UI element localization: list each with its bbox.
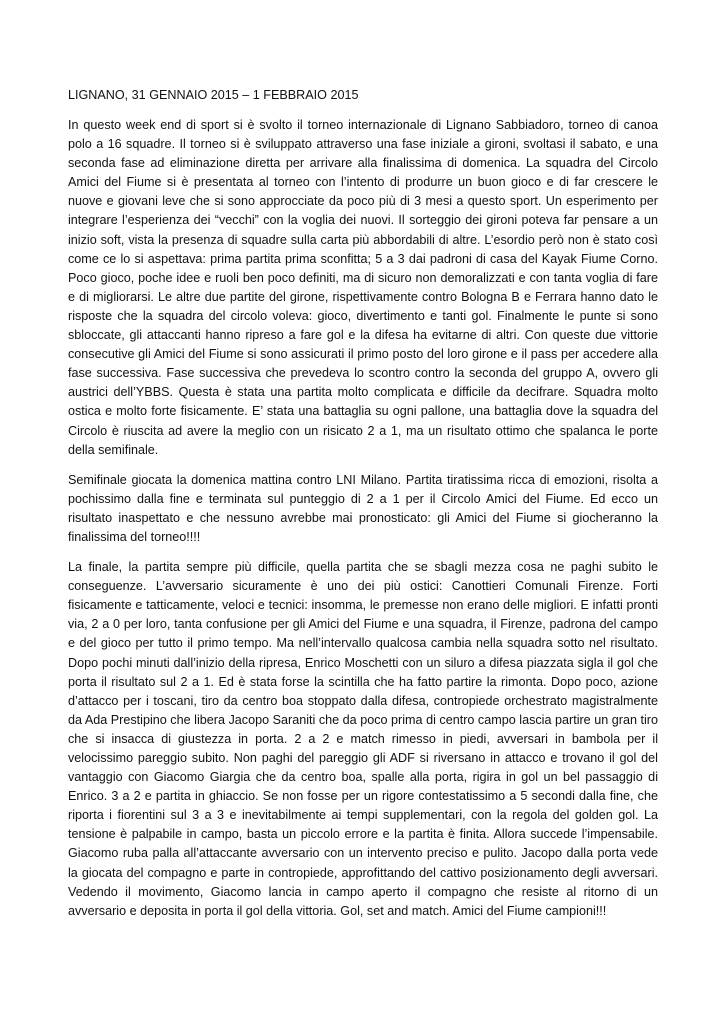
paragraph-semifinal: Semifinale giocata la domenica mattina contro LNI Milano. Partita tiratissima ricca di emozioni, risolta a pochissimo dalla fine e terminata sul punteggio di 2 a 1 per il Circolo Amici del Fiume. Ed ecco un risultato inaspettato e che nessuno avrebbe mai pronosticato: gli Amici del Fiume si giocheranno la finalissima del torneo!!!! <box>68 472 658 544</box>
paragraph-tournament-overview: In questo week end di sport si è svolto il torneo internazionale di Lignano Sabbiadoro, torneo di canoa polo a 16 squadre. Il torneo si è sviluppato attraverso una fase iniziale a gironi, svoltasi il sabato, e una seconda fase ad eliminazione diretta per arrivare alla finalissima di domenica. La squadra del Circolo Amici del Fiume si è presentata al torneo con l’intento di produrre un buon gioco e di far crescere le nuove e giovani leve che si sono approcciate da poco più di 3 mesi a questo sport. Un esperimento per integrare l’esperienza dei “vecchi” con la voglia dei nuovi. Il sorteggio dei gironi poteva far pensare a un inizio soft, vista la presenza di squadre sulla carta più abbordabili di altre. L’esordio però non è stato così come ce lo si aspettava: prima partita prima sconfitta; 5 a 3 dai padroni di casa del Kayak Fiume Corno. Poco gioco, poche idee e ruoli ben poco definiti, ma di sicuro non demoralizzati e con tanta voglia di fare e di migliorarsi. Le altre due partite del girone, rispettivamente contro Bologna B e Ferrara hanno dato le risposte che la squadra del circolo voleva: gioco, divertimento e tanti gol. Finalmente le punte si sono sbloccate, gli attaccanti hanno ripreso a fare gol e la difesa ha evitarne di altri. Con queste due vittorie consecutive gli Amici del Fiume si sono assicurati il primo posto del loro girone e il pass per accedere alla fase successiva. Fase successiva che prevedeva lo scontro contro la seconda del gruppo A, ovvero gli austrici dell’YBBS. Questa è stata una partita molto complicata e difficile da decifrare. Squadra molto ostica e molto forte fisicamente. E’ stata una battaglia su ogni pallone, una battaglia dove la squadra del Circolo è riuscita ad avere la meglio con un risicato 2 a 1, ma un risultato ottimo che spalanca le porte della semifinale. <box>68 118 658 457</box>
document-page <box>68 86 658 932</box>
document-heading: LIGNANO, 31 GENNAIO 2015 – 1 FEBBRAIO 2015 <box>68 88 359 102</box>
paragraph-final: La finale, la partita sempre più difficile, quella partita che se sbagli mezza cosa ne paghi subito le conseguenze. L’avversario sicuramente è uno dei più ostici: Canottieri Comunali Firenze. Forti fisicamente e tatticamente, veloci e tecnici: insomma, le premesse non erano delle migliori. E infatti pronti via, 2 a 0 per loro, tanta confusione per gli Amici del Fiume e una squadra, il Firenze, padrona del campo e del gioco per tutto il primo tempo. Ma nell’intervallo qualcosa cambia nella squadra sotto nel risultato. Dopo pochi minuti dall’inizio della ripresa, Enrico Moschetti con un siluro a difesa piazzata sigla il gol che porta il risultato sul 2 a 1. Ed è stata forse la scintilla che ha fatto partire la rimonta. Dopo poco, azione d’attacco per i toscani, tiro da centro boa stoppato dalla difesa, contropiede orchestrato magistralmente da Ada Prestipino che libera Jacopo Saraniti che da poco prima di centro campo lascia partire un gran tiro che si insacca di giustezza in porta. 2 a 2 e match rimesso in piedi, avversari in bambola per il velocissimo pareggio subito. Non paghi del pareggio gli ADF si riversano in attacco e trovano il gol del vantaggio con Giacomo Giargia che da centro boa, spalle alla porta, rigira in gol un bel passaggio di Enrico. 3 a 2 e partita in ghiaccio. Se non fosse per un rigore contestatissimo a 5 secondi dalla fine, che riporta i fiorentini sul 3 a 3 e inevitabilmente ai tempi supplementari, con la regola del golden gol. La tensione è palpabile in campo, basta un piccolo errore e la partita è finita. Allora succede l’impensabile. Giacomo ruba palla all’attaccante avversario con un intervento preciso e pulito. Jacopo dalla porta vede la giocata del compagno e parte in contropiede, approfittando del cattivo posizionamento degli avversari. Vedendo il movimento, Giacomo lancia in campo aperto il compagno che resiste al ritorno di un avversario e deposita in porta il gol della vittoria. Gol, set and match. Amici del Fiume campioni!!! <box>68 560 658 918</box>
